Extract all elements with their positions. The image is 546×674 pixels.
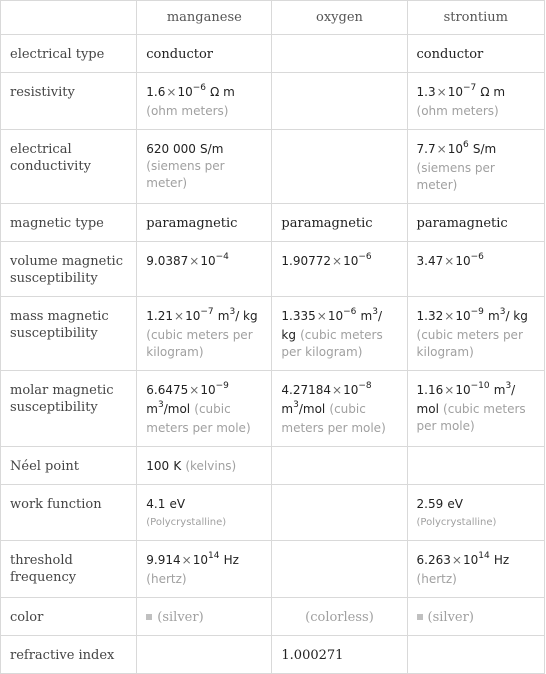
cell-strontium: 2.59 eV (Polycrystalline) bbox=[407, 485, 544, 541]
cell-manganese: $6.6475\times 10^{-9}$ $m^3$/mol (cubic meters per mole) bbox=[137, 371, 272, 447]
row-label: refractive index bbox=[1, 636, 137, 674]
row-refractive-index bbox=[1, 636, 545, 674]
header-manganese: manganese bbox=[137, 1, 272, 35]
row-label: resistivity bbox=[1, 73, 137, 130]
row-label: volume magnetic susceptibility bbox=[1, 242, 137, 297]
cell-manganese: $9.914\times 10^{14}$ Hz (hertz) bbox=[137, 541, 272, 598]
cell-manganese: conductor bbox=[137, 35, 272, 73]
cell-oxygen: 1.000271 bbox=[272, 636, 407, 674]
cell-strontium: $1.16\times 10^{-10}$ $m^3/$ mol (cubic meters per mole) bbox=[407, 371, 544, 447]
cell-oxygen bbox=[272, 485, 407, 541]
cell-strontium: (silver) bbox=[407, 598, 544, 636]
cell-manganese: paramagnetic bbox=[137, 204, 272, 242]
cell-strontium bbox=[407, 447, 544, 485]
cell-oxygen: $4.27184\times 10^{-8}$ $m^3$/mol (cubic meters per mole) bbox=[272, 371, 407, 447]
header-oxygen: oxygen bbox=[272, 1, 407, 35]
row-mass-magnetic-susceptibility bbox=[1, 297, 545, 371]
color-swatch bbox=[417, 614, 423, 620]
row-electrical-type bbox=[1, 35, 545, 73]
cell-oxygen bbox=[272, 35, 407, 73]
row-electrical-conductivity bbox=[1, 130, 545, 204]
cell-manganese: $1.21\times 10^{-7}$ $m^3/$ kg (cubic meters per kilogram) bbox=[137, 297, 272, 371]
row-label: mass magnetic susceptibility bbox=[1, 297, 137, 371]
cell-oxygen: $1.90772\times 10^{-6}$ bbox=[272, 242, 407, 297]
cell-strontium: $6.263\times 10^{14}$ Hz (hertz) bbox=[407, 541, 544, 598]
cell-manganese: 100 K (kelvins) bbox=[137, 447, 272, 485]
row-label: color bbox=[1, 598, 137, 636]
cell-strontium: $7.7\times 10^6$ S/m (siemens per meter) bbox=[407, 130, 544, 204]
cell-oxygen bbox=[272, 73, 407, 130]
cell-strontium: paramagnetic bbox=[407, 204, 544, 242]
cell-strontium: conductor bbox=[407, 35, 544, 73]
row-label: work function bbox=[1, 485, 137, 541]
cell-oxygen: paramagnetic bbox=[272, 204, 407, 242]
row-threshold-frequency bbox=[1, 541, 545, 598]
row-label: electrical conductivity bbox=[1, 130, 137, 204]
row-label: threshold frequency bbox=[1, 541, 137, 598]
cell-oxygen bbox=[272, 541, 407, 598]
header-empty bbox=[1, 1, 137, 35]
header-row bbox=[1, 1, 545, 35]
cell-oxygen bbox=[272, 447, 407, 485]
cell-oxygen: $1.335\times 10^{-6}$ $m^3/$ kg (cubic meters per kilogram) bbox=[272, 297, 407, 371]
header-strontium: strontium bbox=[407, 1, 544, 35]
row-label: molar magnetic susceptibility bbox=[1, 371, 137, 447]
cell-oxygen bbox=[272, 130, 407, 204]
cell-manganese: $1.6\times 10^{-6}$ Ω m (ohm meters) bbox=[137, 73, 272, 130]
row-resistivity bbox=[1, 73, 545, 130]
row-molar-magnetic-susceptibility bbox=[1, 371, 545, 447]
cell-strontium: $3.47\times 10^{-6}$ bbox=[407, 242, 544, 297]
cell-manganese: 620 000 S/m (siemens per meter) bbox=[137, 130, 272, 204]
row-work-function bbox=[1, 485, 545, 541]
row-color bbox=[1, 598, 545, 636]
cell-strontium: $1.3\times 10^{-7}$ Ω m (ohm meters) bbox=[407, 73, 544, 130]
color-swatch bbox=[146, 614, 152, 620]
cell-manganese: $9.0387\times 10^{-4}$ bbox=[137, 242, 272, 297]
row-neel-point bbox=[1, 447, 545, 485]
cell-oxygen: (colorless) bbox=[272, 598, 407, 636]
row-label: Néel point bbox=[1, 447, 137, 485]
cell-strontium bbox=[407, 636, 544, 674]
row-magnetic-type bbox=[1, 204, 545, 242]
row-volume-magnetic-susceptibility bbox=[1, 242, 545, 297]
cell-manganese: (silver) bbox=[137, 598, 272, 636]
cell-manganese bbox=[137, 636, 272, 674]
row-label: magnetic type bbox=[1, 204, 137, 242]
cell-manganese: 4.1 eV (Polycrystalline) bbox=[137, 485, 272, 541]
cell-strontium: $1.32\times 10^{-9}$ $m^3/$ kg (cubic meters per kilogram) bbox=[407, 297, 544, 371]
row-label: electrical type bbox=[1, 35, 137, 73]
